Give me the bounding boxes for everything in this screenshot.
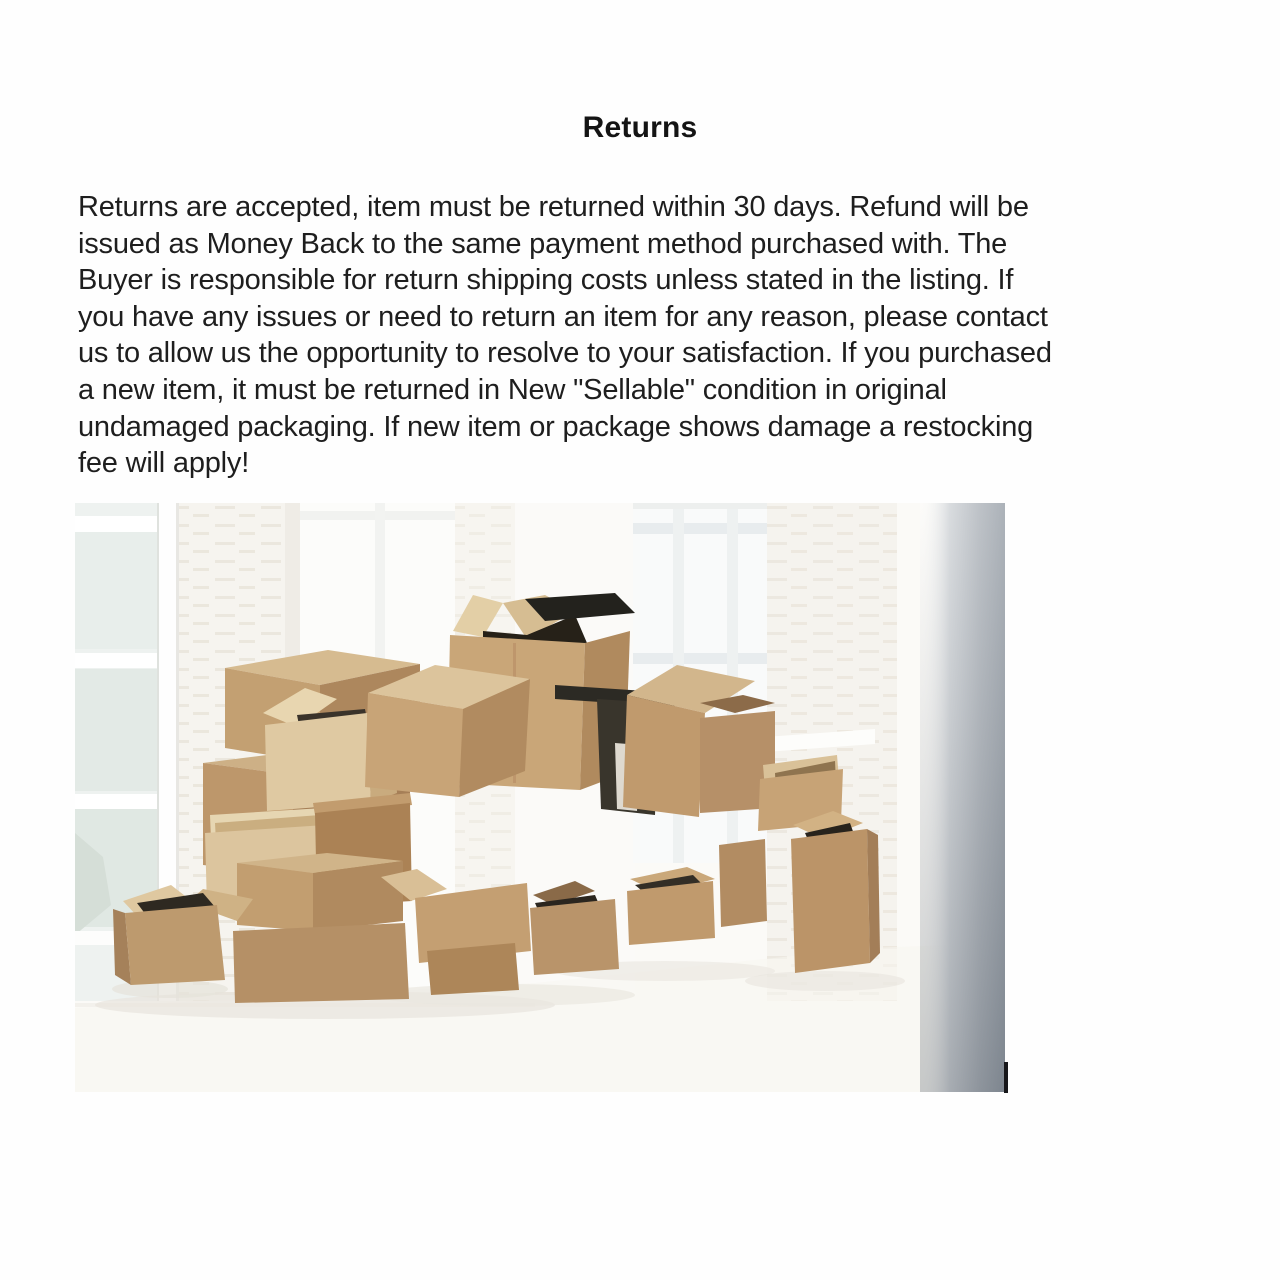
policy-line: Returns are accepted, item must be returned within 30 days. Refund will be [78, 191, 1029, 223]
policy-line: fee will apply! [78, 447, 250, 480]
policy-line: issued as Money Back to the same payment method purchased with. The [78, 227, 1008, 260]
boxes-photo-illustration [75, 503, 1005, 1092]
policy-text [78, 189, 1188, 482]
policy-line: undamaged packaging. If new item or package shows damage a restocking [78, 410, 1034, 443]
policy-line: Buyer is responsible for return shipping costs unless stated in the listing. If [78, 264, 1014, 297]
page-title: Returns [582, 111, 698, 144]
gray-wall [920, 503, 1005, 1092]
policy-line: us to allow us the opportunity to resolve to your satisfaction. If you purchased [78, 337, 1052, 370]
boxes-photo [75, 503, 1005, 1092]
policy-line: you have any issues or need to return an item for any reason, please contact [78, 300, 1048, 333]
text-cursor [1004, 1062, 1008, 1093]
policy-line: a new item, it must be returned in New "Sellable" condition in original [78, 373, 947, 406]
